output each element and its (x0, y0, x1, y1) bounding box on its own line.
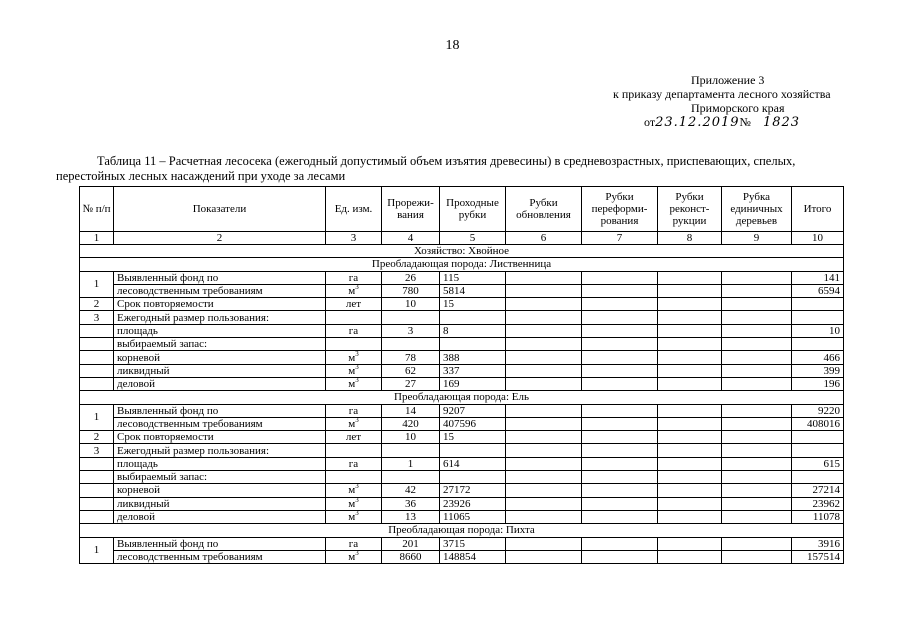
single-tree-cutting-cell (722, 497, 792, 510)
total-cell: 157514 (792, 550, 844, 563)
column-number: 10 (792, 232, 844, 245)
thinning-cell: 78 (382, 351, 440, 364)
unit-cell (326, 484, 382, 497)
table-row (80, 457, 844, 470)
unit-text: м (348, 351, 356, 364)
table-row (80, 484, 844, 497)
reformation-cutting-cell (582, 417, 658, 430)
row-number (80, 351, 114, 364)
row-number: 1 (80, 271, 114, 298)
passage-cutting-cell: 614 (440, 457, 506, 470)
table-row (80, 404, 844, 417)
total-cell (792, 311, 844, 324)
unit-cell (326, 338, 382, 351)
unit-cell (326, 417, 382, 430)
indicator-cell: Выявленный фонд по (114, 271, 326, 284)
unit-cell (326, 311, 382, 324)
total-cell: 23962 (792, 497, 844, 510)
reformation-cutting-cell (582, 298, 658, 311)
single-tree-cutting-cell (722, 324, 792, 337)
single-tree-cutting-cell (722, 444, 792, 457)
header-cell: Рубки переформи-рования (582, 187, 658, 232)
reformation-cutting-cell (582, 377, 658, 390)
thinning-cell (382, 471, 440, 484)
thinning-cell: 420 (382, 417, 440, 430)
thinning-cell: 3 (382, 324, 440, 337)
indicator-cell: выбираемый запас: (114, 471, 326, 484)
column-number: 5 (440, 232, 506, 245)
total-cell: 399 (792, 364, 844, 377)
indicator-cell: Срок повторяемости (114, 298, 326, 311)
passage-cutting-cell: 115 (440, 271, 506, 284)
unit-cell (326, 377, 382, 390)
renewal-cutting-cell (506, 351, 582, 364)
passage-cutting-cell: 8 (440, 324, 506, 337)
subsection-header-row-title: Преобладающая порода: Пихта (80, 524, 844, 537)
renewal-cutting-cell (506, 364, 582, 377)
unit-cell (326, 510, 382, 523)
table-row (80, 311, 844, 324)
header-cell: Рубки реконст-рукции (658, 187, 722, 232)
unit-cell (326, 298, 382, 311)
thinning-cell (382, 444, 440, 457)
thinning-cell: 201 (382, 537, 440, 550)
single-tree-cutting-cell (722, 284, 792, 297)
indicator-cell: Выявленный фонд по (114, 537, 326, 550)
appendix-line-3: Приморского края (691, 101, 785, 115)
unit-text: лет (345, 431, 362, 444)
renewal-cutting-cell (506, 457, 582, 470)
header-row (80, 187, 844, 232)
allowable-cut-table (79, 186, 844, 564)
passage-cutting-cell: 3715 (440, 537, 506, 550)
indicator-cell: лесоводственным требованиям (114, 417, 326, 430)
header-cell: № п/п (80, 187, 114, 232)
indicator-cell: деловой (114, 377, 326, 390)
thinning-cell: 13 (382, 510, 440, 523)
passage-cutting-cell: 15 (440, 431, 506, 444)
passage-cutting-cell (440, 338, 506, 351)
handwritten-date: 23.12.2019 (655, 115, 740, 130)
header-cell: Рубка единичных деревьев (722, 187, 792, 232)
table-row (80, 298, 844, 311)
single-tree-cutting-cell (722, 457, 792, 470)
section-header-row-title: Хозяйство: Хвойное (80, 245, 844, 258)
passage-cutting-cell (440, 471, 506, 484)
table-row (80, 271, 844, 284)
table-row (80, 510, 844, 523)
row-number (80, 338, 114, 351)
unit-text: м (348, 418, 356, 430)
table-title (56, 154, 876, 184)
row-number (80, 497, 114, 510)
renewal-cutting-cell (506, 284, 582, 297)
reformation-cutting-cell (582, 311, 658, 324)
unit-superscript: 3 (355, 483, 359, 491)
reformation-cutting-cell (582, 431, 658, 444)
row-number (80, 471, 114, 484)
table-row (80, 417, 844, 430)
indicator-cell: лесоводственным требованиям (114, 550, 326, 563)
passage-cutting-cell: 407596 (440, 417, 506, 430)
subsection-header-row (80, 258, 844, 271)
total-cell (792, 338, 844, 351)
reformation-cutting-cell (582, 497, 658, 510)
single-tree-cutting-cell (722, 510, 792, 523)
table-row (80, 377, 844, 390)
total-cell: 615 (792, 457, 844, 470)
renewal-cutting-cell (506, 471, 582, 484)
row-number (80, 377, 114, 390)
unit-cell (326, 324, 382, 337)
table-row (80, 537, 844, 550)
unit-text: га (348, 457, 359, 470)
thinning-cell: 42 (382, 484, 440, 497)
renewal-cutting-cell (506, 444, 582, 457)
total-cell (792, 431, 844, 444)
table-row (80, 364, 844, 377)
thinning-cell: 10 (382, 431, 440, 444)
indicator-cell: Ежегодный размер пользования: (114, 311, 326, 324)
unit-cell (326, 271, 382, 284)
section-header-row (80, 245, 844, 258)
row-number: 2 (80, 431, 114, 444)
header-cell: Итого (792, 187, 844, 232)
unit-text: м (348, 484, 356, 497)
renewal-cutting-cell (506, 338, 582, 351)
single-tree-cutting-cell (722, 431, 792, 444)
header-cell: Показатели (114, 187, 326, 232)
header-cell: Ед. изм. (326, 187, 382, 232)
thinning-cell: 26 (382, 271, 440, 284)
reformation-cutting-cell (582, 484, 658, 497)
indicator-cell: Выявленный фонд по (114, 404, 326, 417)
total-cell: 10 (792, 324, 844, 337)
table-row (80, 444, 844, 457)
row-number (80, 484, 114, 497)
row-number: 2 (80, 298, 114, 311)
total-cell (792, 298, 844, 311)
header-cell: Проходные рубки (440, 187, 506, 232)
single-tree-cutting-cell (722, 377, 792, 390)
unit-superscript: 3 (355, 377, 359, 385)
reconstruction-cutting-cell (658, 284, 722, 297)
unit-cell (326, 550, 382, 563)
thinning-cell: 10 (382, 298, 440, 311)
single-tree-cutting-cell (722, 311, 792, 324)
single-tree-cutting-cell (722, 351, 792, 364)
row-number (80, 364, 114, 377)
unit-superscript: 3 (355, 510, 359, 518)
passage-cutting-cell: 23926 (440, 497, 506, 510)
total-cell (792, 471, 844, 484)
passage-cutting-cell: 169 (440, 377, 506, 390)
reformation-cutting-cell (582, 457, 658, 470)
reconstruction-cutting-cell (658, 404, 722, 417)
table-row (80, 351, 844, 364)
reconstruction-cutting-cell (658, 431, 722, 444)
row-number: 1 (80, 537, 114, 564)
thinning-cell: 27 (382, 377, 440, 390)
indicator-cell: площадь (114, 324, 326, 337)
unit-text: га (348, 537, 359, 550)
reconstruction-cutting-cell (658, 338, 722, 351)
column-number: 7 (582, 232, 658, 245)
passage-cutting-cell (440, 444, 506, 457)
thinning-cell: 14 (382, 404, 440, 417)
header-cell: Прорежи-вания (382, 187, 440, 232)
unit-cell (326, 537, 382, 550)
single-tree-cutting-cell (722, 271, 792, 284)
table-row (80, 471, 844, 484)
subsection-header-row-title: Преобладающая порода: Ель (80, 391, 844, 404)
handwritten-number: 1823 (762, 115, 801, 130)
unit-superscript: 3 (355, 284, 359, 292)
single-tree-cutting-cell (722, 537, 792, 550)
row-number: 1 (80, 404, 114, 431)
total-cell: 466 (792, 351, 844, 364)
row-number: 3 (80, 311, 114, 324)
thinning-cell (382, 338, 440, 351)
passage-cutting-cell: 337 (440, 364, 506, 377)
column-number: 2 (114, 232, 326, 245)
renewal-cutting-cell (506, 377, 582, 390)
column-number: 4 (382, 232, 440, 245)
renewal-cutting-cell (506, 404, 582, 417)
reconstruction-cutting-cell (658, 537, 722, 550)
reconstruction-cutting-cell (658, 510, 722, 523)
total-cell: 3916 (792, 537, 844, 550)
total-cell: 196 (792, 377, 844, 390)
reformation-cutting-cell (582, 351, 658, 364)
unit-superscript: 3 (355, 550, 359, 557)
reformation-cutting-cell (582, 537, 658, 550)
thinning-cell (382, 311, 440, 324)
total-cell: 9220 (792, 404, 844, 417)
passage-cutting-cell: 15 (440, 298, 506, 311)
row-number (80, 324, 114, 337)
single-tree-cutting-cell (722, 471, 792, 484)
reconstruction-cutting-cell (658, 457, 722, 470)
unit-cell (326, 404, 382, 417)
reconstruction-cutting-cell (658, 351, 722, 364)
reconstruction-cutting-cell (658, 377, 722, 390)
indicator-cell: Ежегодный размер пользования: (114, 444, 326, 457)
renewal-cutting-cell (506, 537, 582, 550)
reformation-cutting-cell (582, 444, 658, 457)
column-number: 8 (658, 232, 722, 245)
renewal-cutting-cell (506, 484, 582, 497)
unit-text: га (348, 404, 359, 417)
renewal-cutting-cell (506, 417, 582, 430)
column-number: 3 (326, 232, 382, 245)
header-cell: Рубки обновления (506, 187, 582, 232)
unit-cell (326, 457, 382, 470)
table-title-line-2: перестойных лесных насаждений при уходе за лесами (56, 169, 346, 183)
reformation-cutting-cell (582, 271, 658, 284)
unit-cell (326, 284, 382, 297)
reconstruction-cutting-cell (658, 271, 722, 284)
renewal-cutting-cell (506, 431, 582, 444)
passage-cutting-cell (440, 311, 506, 324)
indicator-cell: корневой (114, 484, 326, 497)
single-tree-cutting-cell (722, 338, 792, 351)
reformation-cutting-cell (582, 284, 658, 297)
single-tree-cutting-cell (722, 550, 792, 563)
unit-text: м (348, 511, 356, 524)
total-cell: 6594 (792, 284, 844, 297)
unit-text: лет (345, 298, 362, 311)
unit-cell (326, 444, 382, 457)
unit-text: м (348, 550, 356, 563)
unit-cell (326, 471, 382, 484)
column-number: 9 (722, 232, 792, 245)
row-number (80, 510, 114, 523)
indicator-cell: площадь (114, 457, 326, 470)
reconstruction-cutting-cell (658, 471, 722, 484)
total-cell: 11078 (792, 510, 844, 523)
number-prefix: № (739, 115, 751, 129)
table-title-line-1: Таблица 11 – Расчетная лесосека (ежегодный допустимый объем изъятия древесины) в средневозрастных, приспевающих, спелых, (97, 154, 796, 168)
reconstruction-cutting-cell (658, 550, 722, 563)
renewal-cutting-cell (506, 324, 582, 337)
indicator-cell: корневой (114, 351, 326, 364)
unit-cell (326, 364, 382, 377)
column-number-row (80, 232, 844, 245)
unit-text: м (348, 364, 356, 377)
reconstruction-cutting-cell (658, 484, 722, 497)
reconstruction-cutting-cell (658, 497, 722, 510)
row-number: 3 (80, 444, 114, 457)
unit-superscript: 3 (355, 364, 359, 371)
appendix-line-2: к приказу департамента лесного хозяйства (613, 87, 831, 101)
reformation-cutting-cell (582, 550, 658, 563)
table-row (80, 550, 844, 563)
indicator-cell: ликвидный (114, 497, 326, 510)
indicator-cell: Срок повторяемости (114, 431, 326, 444)
reformation-cutting-cell (582, 471, 658, 484)
reconstruction-cutting-cell (658, 364, 722, 377)
total-cell (792, 444, 844, 457)
indicator-cell: деловой (114, 510, 326, 523)
indicator-cell: ликвидный (114, 364, 326, 377)
unit-superscript: 3 (355, 350, 359, 358)
unit-text: м (348, 497, 356, 510)
renewal-cutting-cell (506, 271, 582, 284)
indicator-cell: лесоводственным требованиям (114, 284, 326, 297)
column-number: 1 (80, 232, 114, 245)
unit-cell (326, 431, 382, 444)
unit-text: га (348, 271, 359, 284)
subsection-header-row-title: Преобладающая порода: Лиственница (80, 258, 844, 271)
page-number: 18 (445, 38, 460, 53)
reformation-cutting-cell (582, 364, 658, 377)
unit-text: га (348, 324, 359, 337)
thinning-cell: 1 (382, 457, 440, 470)
subsection-header-row (80, 391, 844, 404)
appendix-block (560, 73, 905, 130)
unit-text: м (348, 378, 356, 391)
reconstruction-cutting-cell (658, 311, 722, 324)
passage-cutting-cell: 11065 (440, 510, 506, 523)
passage-cutting-cell: 5814 (440, 284, 506, 297)
table-row (80, 324, 844, 337)
total-cell: 27214 (792, 484, 844, 497)
renewal-cutting-cell (506, 497, 582, 510)
thinning-cell: 36 (382, 497, 440, 510)
passage-cutting-cell: 148854 (440, 550, 506, 563)
single-tree-cutting-cell (722, 364, 792, 377)
thinning-cell: 8660 (382, 550, 440, 563)
table-row (80, 284, 844, 297)
thinning-cell: 62 (382, 364, 440, 377)
renewal-cutting-cell (506, 298, 582, 311)
column-number: 6 (506, 232, 582, 245)
unit-cell (326, 497, 382, 510)
table-row (80, 497, 844, 510)
reformation-cutting-cell (582, 510, 658, 523)
passage-cutting-cell: 388 (440, 351, 506, 364)
total-cell: 141 (792, 271, 844, 284)
passage-cutting-cell: 9207 (440, 404, 506, 417)
single-tree-cutting-cell (722, 484, 792, 497)
passage-cutting-cell: 27172 (440, 484, 506, 497)
unit-cell (326, 351, 382, 364)
unit-superscript: 3 (355, 497, 359, 504)
unit-text: м (348, 285, 356, 298)
table-body (80, 232, 844, 564)
single-tree-cutting-cell (722, 417, 792, 430)
reconstruction-cutting-cell (658, 417, 722, 430)
reconstruction-cutting-cell (658, 324, 722, 337)
renewal-cutting-cell (506, 510, 582, 523)
reconstruction-cutting-cell (658, 444, 722, 457)
renewal-cutting-cell (506, 550, 582, 563)
single-tree-cutting-cell (722, 298, 792, 311)
table-row (80, 431, 844, 444)
unit-superscript: 3 (355, 417, 359, 424)
reformation-cutting-cell (582, 404, 658, 417)
reformation-cutting-cell (582, 338, 658, 351)
reformation-cutting-cell (582, 324, 658, 337)
renewal-cutting-cell (506, 311, 582, 324)
single-tree-cutting-cell (722, 404, 792, 417)
appendix-line-1: Приложение 3 (691, 73, 765, 87)
thinning-cell: 780 (382, 284, 440, 297)
appendix-date-line (560, 115, 905, 130)
total-cell: 408016 (792, 417, 844, 430)
indicator-cell: выбираемый запас: (114, 338, 326, 351)
row-number (80, 457, 114, 470)
subsection-header-row (80, 524, 844, 537)
reconstruction-cutting-cell (658, 298, 722, 311)
date-prefix: от (644, 115, 656, 129)
table-row (80, 338, 844, 351)
